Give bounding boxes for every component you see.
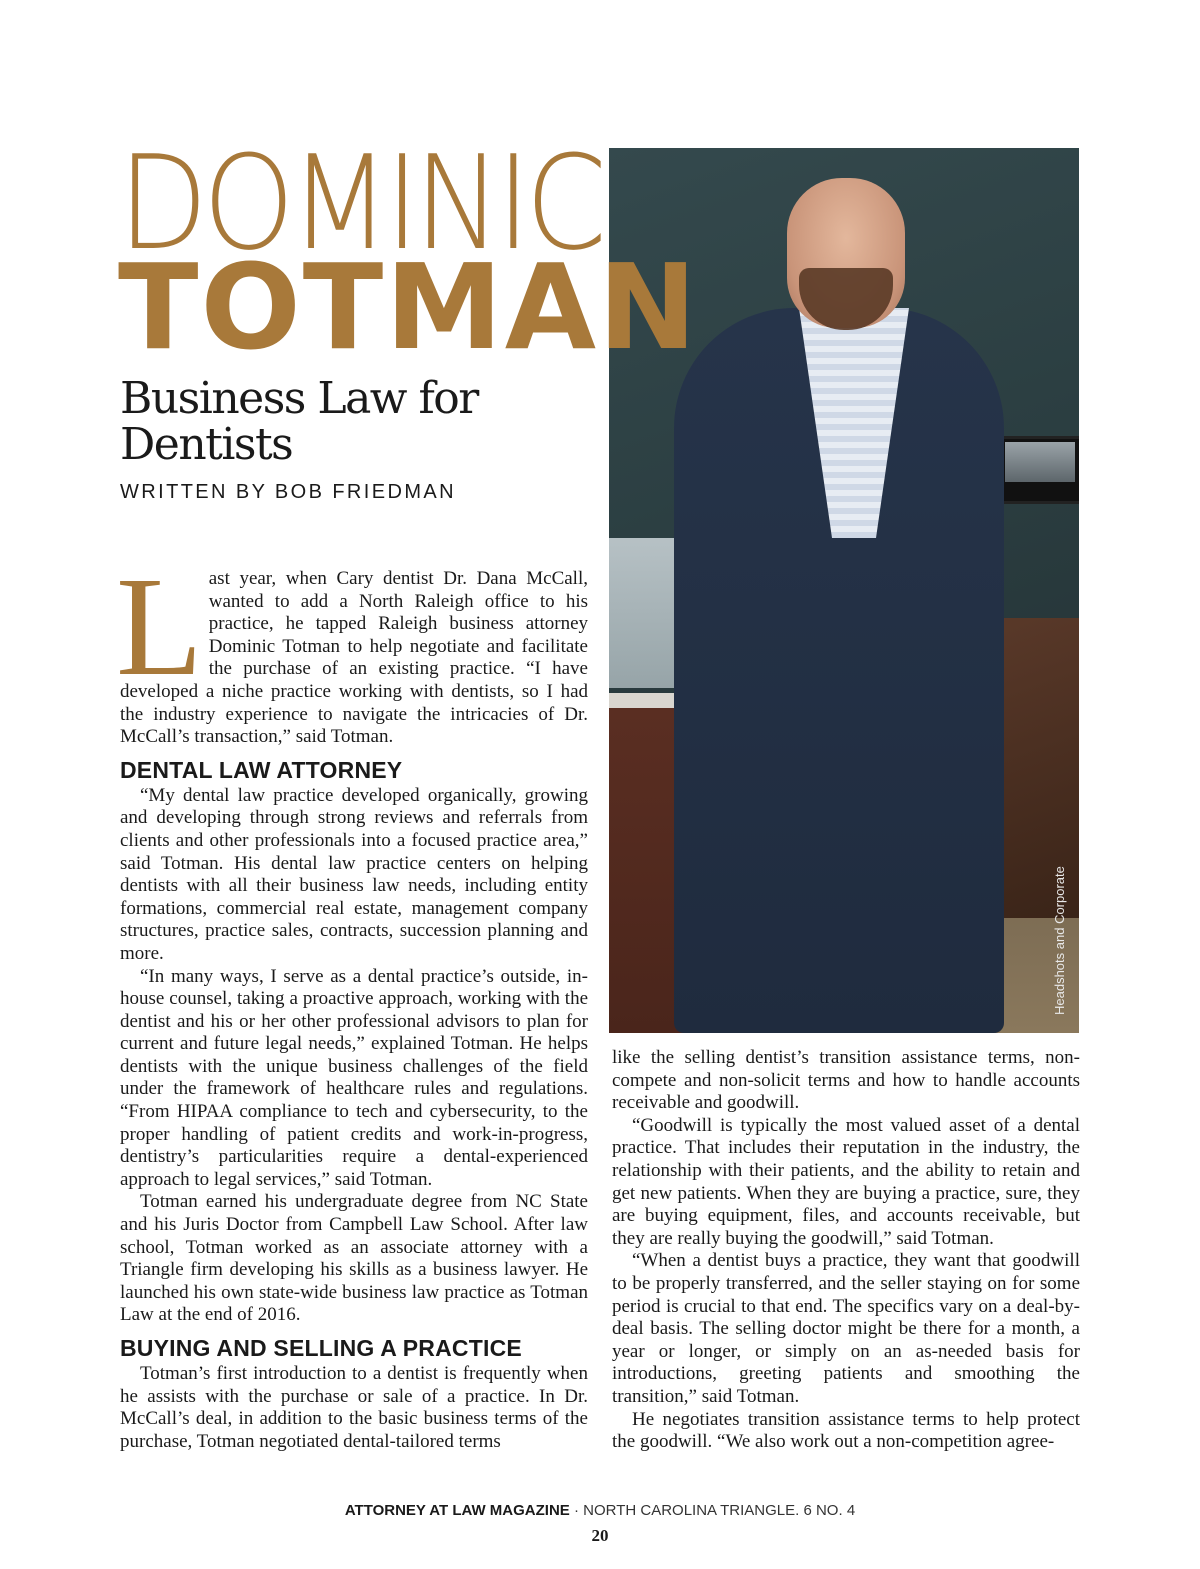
article-subtitle: Business Law for Dentists xyxy=(120,373,478,470)
intro-paragraph xyxy=(116,547,588,749)
title-last-name: TOTMAN xyxy=(118,238,699,376)
body-paragraph: He negotiates transition assistance terms to help protect the goodwill. “We also work out a non-competition agree- xyxy=(612,1408,1080,1453)
section-heading-buying-selling: BUYING AND SELLING A PRACTICE xyxy=(120,1335,522,1361)
body-paragraph: like the selling dentist’s transition assistance terms, non-compete and non-solicit terms and how to handle accounts receivable and goodwill. xyxy=(612,1047,1080,1114)
section-heading-dental-law: DENTAL LAW ATTORNEY xyxy=(120,756,403,783)
page-number: 20 xyxy=(591,1526,609,1545)
body-paragraph: “In many ways, I serve as a dental practice’s outside, in-house counsel, taking a proactive approach, working with the dentist and his or her other professional advisors to plan for current and future legal needs,” explained Totman. He helps dentists with the unique business challenges of the field under the framework of healthcare rules and regulations. “From HIPAA compliance to tech and cybersecurity, to the proper handling of patient credits and work-in-progress, dentistry’s particularities require a dental-experienced approach to legal services,” said Totman. xyxy=(120,965,588,1190)
article-right-column xyxy=(612,1047,1080,1454)
drop-cap: L xyxy=(116,547,203,705)
body-paragraph: “My dental law practice developed organically, growing and developing through strong reviews and referrals from clients and other professionals into a focused practice area,” said Totman. His dental law practice centers on helping dentists with all their business law needs, including entity formations, commercial real estate, management company structures, practice sales, contracts, succession planning and more. xyxy=(120,784,588,964)
photo-credit: Headshots and Corporate xyxy=(1052,866,1067,1015)
title-first-name: DOMINIC xyxy=(118,127,602,279)
article-left-column xyxy=(116,547,588,1453)
footer-magazine-name: ATTORNEY AT LAW MAGAZINE xyxy=(344,1502,570,1519)
body-paragraph: “Goodwill is typically the most valued asset of a dental practice. That includes their reputation in the industry, the relationship with their patients, and the ability to retain and get new patients. When they are buying a practice, sure, they are buying equipment, files, and accounts receivable, but they are really buying the goodwill,” said Totman. xyxy=(612,1114,1080,1249)
body-paragraph: “When a dentist buys a practice, they want that goodwill to be properly transferred, and the seller staying on for some period is crucial to that end. The specifics vary on a deal-by-deal basis. The selling doctor might be there for a month, a year or longer, or simply on an as-needed basis for introductions, greeting patients and smoothing the transition,” said Totman. xyxy=(612,1250,1080,1407)
photo-shelf xyxy=(609,538,679,688)
byline: WRITTEN BY BOB FRIEDMAN xyxy=(120,481,456,503)
body-paragraph: Totman’s first introduction to a dentist is frequently when he assists with the purchase or sale of a practice. In Dr. McCall’s deal, in addition to the basic business terms of the purchase, Totman negotiated dental-tailored terms xyxy=(120,1363,588,1452)
footer-issue: · NORTH CAROLINA TRIANGLE. 6 NO. 4 xyxy=(569,1502,856,1519)
photo-monitor-screen xyxy=(1005,442,1075,482)
body-paragraph: Totman earned his undergraduate degree from NC State and his Juris Doctor from Campbell Law School. After law school, Totman worked as an associate attorney with a Triangle firm developing his skills as a business lawyer. He launched his own state-wide business law practice as Totman Law at the end of 2016. xyxy=(120,1191,588,1326)
intro-text: ast year, when Cary dentist Dr. Dana McCall, wanted to add a North Raleigh office to his practice, he tapped Raleigh business attorney Dominic Totman to help negotiate and facilitate the purchase of an existing practice. “I have developed a niche practice working with dentists, so I had the industry experience to navigate the intricacies of Dr. McCall’s transaction,” said Totman. xyxy=(120,568,588,748)
footer-publication xyxy=(0,1502,1200,1519)
